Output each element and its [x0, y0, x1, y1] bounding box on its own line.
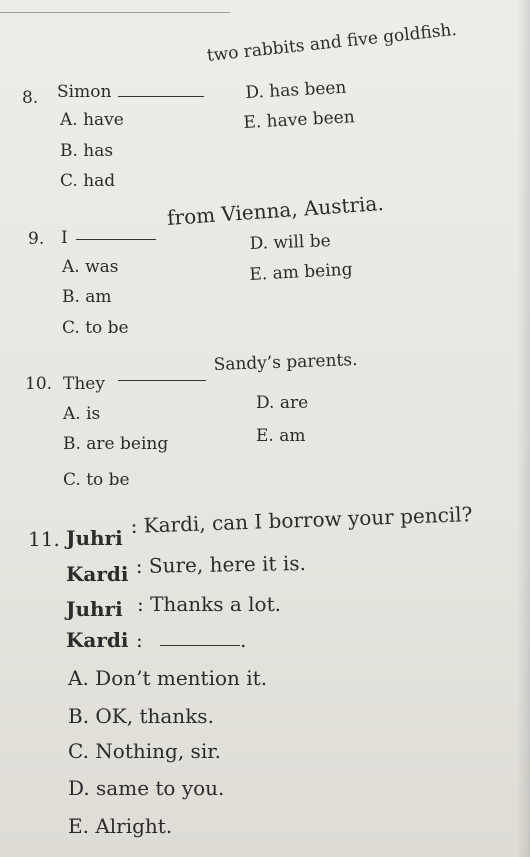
q9-option-d: D. will be — [249, 231, 331, 254]
q11-speaker-1: Juhri — [66, 526, 123, 550]
q9-stem-before: I — [61, 228, 68, 248]
q10-stem-before: They — [63, 374, 105, 394]
q8-option-a: A. have — [60, 110, 124, 130]
q10-answer-blank — [118, 380, 206, 381]
q11-number: 11. — [28, 527, 60, 551]
q10-option-b: B. are being — [63, 434, 169, 454]
q11-line-2: : Sure, here it is. — [135, 551, 307, 578]
q11-speaker-4: Kardi — [66, 628, 129, 652]
q8-number: 8. — [22, 88, 39, 108]
q11-line-1: : Kardi, can I borrow your pencil? — [130, 502, 473, 538]
q10-option-c: C. to be — [63, 470, 130, 490]
q11-option-d: D. same to you. — [68, 776, 225, 800]
q11-end-mark: . — [240, 628, 247, 652]
q11-speaker-3: Juhri — [66, 597, 123, 621]
q9-option-c: C. to be — [62, 318, 129, 338]
q10-number: 10. — [25, 374, 53, 394]
q11-option-a: A. Don’t mention it. — [68, 666, 268, 690]
page-edge-shadow — [516, 0, 530, 857]
q8-stem-after: two rabbits and five goldfish. — [205, 19, 458, 66]
q8-option-d: D. has been — [244, 77, 347, 103]
q8-option-e: E. have been — [242, 107, 356, 133]
q9-option-e: E. am being — [248, 259, 353, 285]
q9-option-b: B. am — [62, 287, 112, 307]
q10-option-d: D. are — [256, 393, 309, 413]
q8-stem-before: Simon — [57, 82, 112, 102]
q11-option-c: C. Nothing, sir. — [68, 739, 221, 763]
q8-answer-blank — [118, 96, 204, 97]
q11-speaker-2: Kardi — [66, 562, 129, 586]
top-rule — [0, 0, 230, 13]
q10-option-a: A. is — [63, 404, 101, 424]
q11-answer-blank — [160, 645, 240, 646]
q9-stem-after: from Vienna, Austria. — [166, 190, 385, 230]
q9-answer-blank — [76, 239, 156, 240]
q10-stem-after: Sandy’s parents. — [213, 349, 358, 375]
q11-line-3: : Thanks a lot. — [137, 592, 281, 616]
q10-option-e: E. am — [256, 426, 306, 446]
q9-number: 9. — [28, 229, 45, 249]
q8-option-b: B. has — [60, 141, 114, 161]
q11-line-4: : — [136, 628, 143, 652]
q8-option-c: C. had — [60, 171, 116, 191]
q11-option-e: E. Alright. — [68, 814, 173, 838]
q9-option-a: A. was — [62, 257, 119, 277]
q11-option-b: B. OK, thanks. — [68, 704, 214, 728]
